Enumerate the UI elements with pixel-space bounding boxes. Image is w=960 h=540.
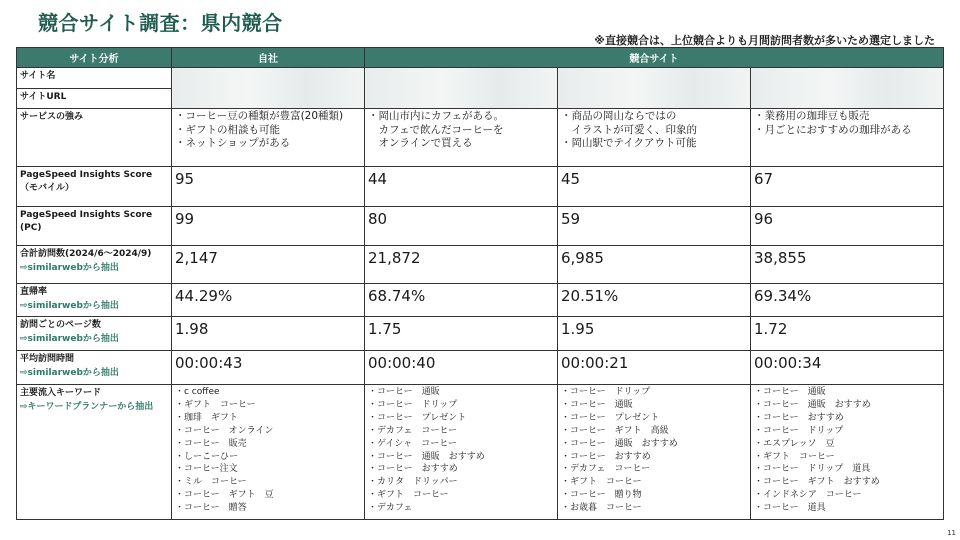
keyword-item: ・デカフェ — [368, 503, 413, 514]
keyword-item: ・コーヒー ギフト 豆 — [175, 490, 274, 501]
cell-duration: 00:00:21 — [558, 351, 751, 385]
keyword-item: ・ギフト コーヒー — [754, 451, 835, 462]
keyword-item: ・コーヒー 贈答 — [175, 503, 247, 514]
keyword-item: ・コーヒー 通販 おすすめ — [561, 438, 678, 449]
keyword-item: ・デカフェ コーヒー — [561, 464, 651, 475]
row-pages — [17, 317, 944, 351]
blurred-cell — [751, 68, 944, 89]
label-duration — [17, 351, 172, 385]
label-duration-text: 平均訪問時間 — [20, 354, 75, 364]
row-site-url — [17, 89, 944, 109]
label-service: サービスの強み — [17, 109, 172, 167]
label-keywords — [17, 385, 172, 520]
blurred-cell — [172, 89, 365, 109]
cell-pages: 1.72 — [751, 317, 944, 351]
row-ps-pc — [17, 207, 944, 246]
row-keywords — [17, 385, 944, 520]
cell-duration: 00:00:34 — [751, 351, 944, 385]
keyword-item: ・インドネシア コーヒー — [754, 490, 862, 501]
cell-keywords — [172, 385, 365, 520]
cell-pages: 1.95 — [558, 317, 751, 351]
keyword-item: ・コーヒー ギフト おすすめ — [754, 477, 880, 488]
label-site-name: サイト名 — [17, 68, 172, 89]
cell-bounce: 44.29% — [172, 284, 365, 317]
keyword-list — [175, 385, 361, 515]
cell-bounce: 69.34% — [751, 284, 944, 317]
blurred-cell — [172, 68, 365, 89]
blurred-cell — [558, 68, 751, 89]
cell-ps-mobile: 67 — [751, 167, 944, 207]
cell-service: ・業務用の珈琲豆も販売 ・月ごとにおすすめの珈琲がある — [751, 109, 944, 167]
blurred-cell — [365, 89, 558, 109]
keyword-item: ・ミル コーヒー — [175, 477, 247, 488]
cell-visits: 2,147 — [172, 246, 365, 284]
cell-bounce: 20.51% — [558, 284, 751, 317]
keyword-item: ・コーヒー 道具 — [754, 503, 826, 514]
keyword-item: ・コーヒー おすすめ — [561, 451, 651, 462]
cell-ps-pc: 99 — [172, 207, 365, 246]
row-visits — [17, 246, 944, 284]
similarweb-source: ⇨similarwebから抽出 — [20, 368, 119, 378]
keyword-item: ・コーヒー 通販 — [368, 387, 440, 397]
label-keywords-text: 主要流入キーワード — [20, 388, 102, 398]
keyword-item: ・コーヒー おすすめ — [754, 412, 844, 423]
cell-bounce: 68.74% — [365, 284, 558, 317]
label-visits-text: 合計訪問数(2024/6〜2024/9) — [20, 249, 152, 259]
cell-keywords — [365, 385, 558, 520]
keyword-item: ・コーヒー 通販 — [754, 387, 826, 397]
cell-duration: 00:00:40 — [365, 351, 558, 385]
label-ps-pc: PageSpeed Insights Score (PC) — [17, 207, 172, 246]
keyword-item: ・お歳暮 コーヒー — [561, 503, 642, 514]
blurred-cell — [751, 89, 944, 109]
keyword-list — [754, 385, 940, 515]
page-title: 競合サイト調査：県内競合 — [38, 11, 283, 35]
cell-pages: 1.98 — [172, 317, 365, 351]
keyword-item: ・ギフト コーヒー — [175, 399, 256, 410]
keyword-item: ・しーこーひー — [175, 451, 239, 462]
keyword-item: ・ゲイシャ コーヒー — [368, 438, 457, 449]
similarweb-source: ⇨similarwebから抽出 — [20, 263, 119, 273]
keyword-item: ・ギフト コーヒー — [368, 490, 449, 501]
header-site-analysis: サイト分析 — [17, 48, 172, 68]
cell-duration: 00:00:43 — [172, 351, 365, 385]
cell-ps-mobile: 45 — [558, 167, 751, 207]
keyword-item: ・コーヒー プレゼント — [368, 412, 467, 423]
label-pages-text: 訪問ごとのページ数 — [20, 320, 101, 330]
row-service — [17, 109, 944, 167]
row-bounce — [17, 284, 944, 317]
keyword-item: ・デカフェ コーヒー — [368, 425, 458, 436]
row-ps-mobile — [17, 167, 944, 207]
keyword-item: ・コーヒー 通販 — [561, 399, 633, 410]
keyword-item: ・コーヒー プレゼント — [561, 412, 660, 423]
cell-keywords — [558, 385, 751, 520]
cell-ps-pc: 96 — [751, 207, 944, 246]
keyword-item: ・コーヒー 販売 — [175, 438, 247, 449]
similarweb-source: ⇨similarwebから抽出 — [20, 301, 119, 311]
cell-ps-mobile: 44 — [365, 167, 558, 207]
row-duration — [17, 351, 944, 385]
header-own-site: 自社 — [172, 48, 365, 68]
selection-note: ※直接競合は、上位競合よりも月間訪問者数が多いため選定しました — [594, 34, 935, 47]
blurred-cell — [365, 68, 558, 89]
cell-visits: 21,872 — [365, 246, 558, 284]
keyword-planner-source: ⇨キーワードプランナーから抽出 — [20, 402, 154, 412]
label-visits — [17, 246, 172, 284]
keyword-item: ・ギフト コーヒー — [561, 477, 642, 488]
label-bounce-text: 直帰率 — [20, 287, 48, 297]
keyword-item: ・コーヒー 通販 おすすめ — [754, 399, 871, 410]
blurred-cell — [558, 89, 751, 109]
keyword-item: ・珈琲 ギフト — [175, 412, 239, 423]
keyword-list — [368, 385, 554, 515]
header-competitor-sites: 競合サイト — [365, 48, 944, 68]
cell-pages: 1.75 — [365, 317, 558, 351]
competitor-table — [16, 47, 944, 520]
keyword-item: ・コーヒー ドリップ — [368, 399, 458, 410]
label-site-url: サイトURL — [17, 89, 172, 109]
header-row — [17, 48, 944, 68]
label-ps-mobile: PageSpeed Insights Score （モバイル） — [17, 167, 172, 207]
keyword-item: ・c coffee — [175, 387, 220, 397]
page-number: 11 — [947, 529, 956, 537]
cell-ps-pc: 59 — [558, 207, 751, 246]
cell-ps-pc: 80 — [365, 207, 558, 246]
similarweb-source: ⇨similarwebから抽出 — [20, 334, 119, 344]
cell-ps-mobile: 95 — [172, 167, 365, 207]
keyword-item: ・コーヒー ドリップ — [561, 387, 651, 397]
cell-service: ・コーヒー豆の種類が豊富(20種類) ・ギフトの相談も可能 ・ネットショップがある — [172, 109, 365, 167]
label-pages — [17, 317, 172, 351]
row-site-name — [17, 68, 944, 89]
keyword-item: ・コーヒー 贈り物 — [561, 490, 642, 501]
cell-visits: 6,985 — [558, 246, 751, 284]
keyword-item: ・カリタ ドリッパー — [368, 477, 458, 488]
keyword-item: ・コーヒー ギフト 高級 — [561, 425, 669, 436]
label-bounce — [17, 284, 172, 317]
keyword-item: ・コーヒー ドリップ — [754, 425, 844, 436]
keyword-list — [561, 385, 747, 515]
keyword-item: ・エスプレッソ 豆 — [754, 438, 835, 449]
cell-keywords — [751, 385, 944, 520]
keyword-item: ・コーヒー 通販 おすすめ — [368, 451, 485, 462]
keyword-item: ・コーヒー オンライン — [175, 425, 274, 436]
cell-service: ・商品の岡山ならではの イラストが可愛く、印象的 ・岡山駅でテイクアウト可能 — [558, 109, 751, 167]
keyword-item: ・コーヒー注文 — [175, 464, 238, 475]
keyword-item: ・コーヒー おすすめ — [368, 464, 458, 475]
cell-service: ・岡山市内にカフェがある。 カフェで飲んだコーヒーを オンラインで買える — [365, 109, 558, 167]
cell-visits: 38,855 — [751, 246, 944, 284]
keyword-item: ・コーヒー ドリップ 道具 — [754, 464, 871, 475]
